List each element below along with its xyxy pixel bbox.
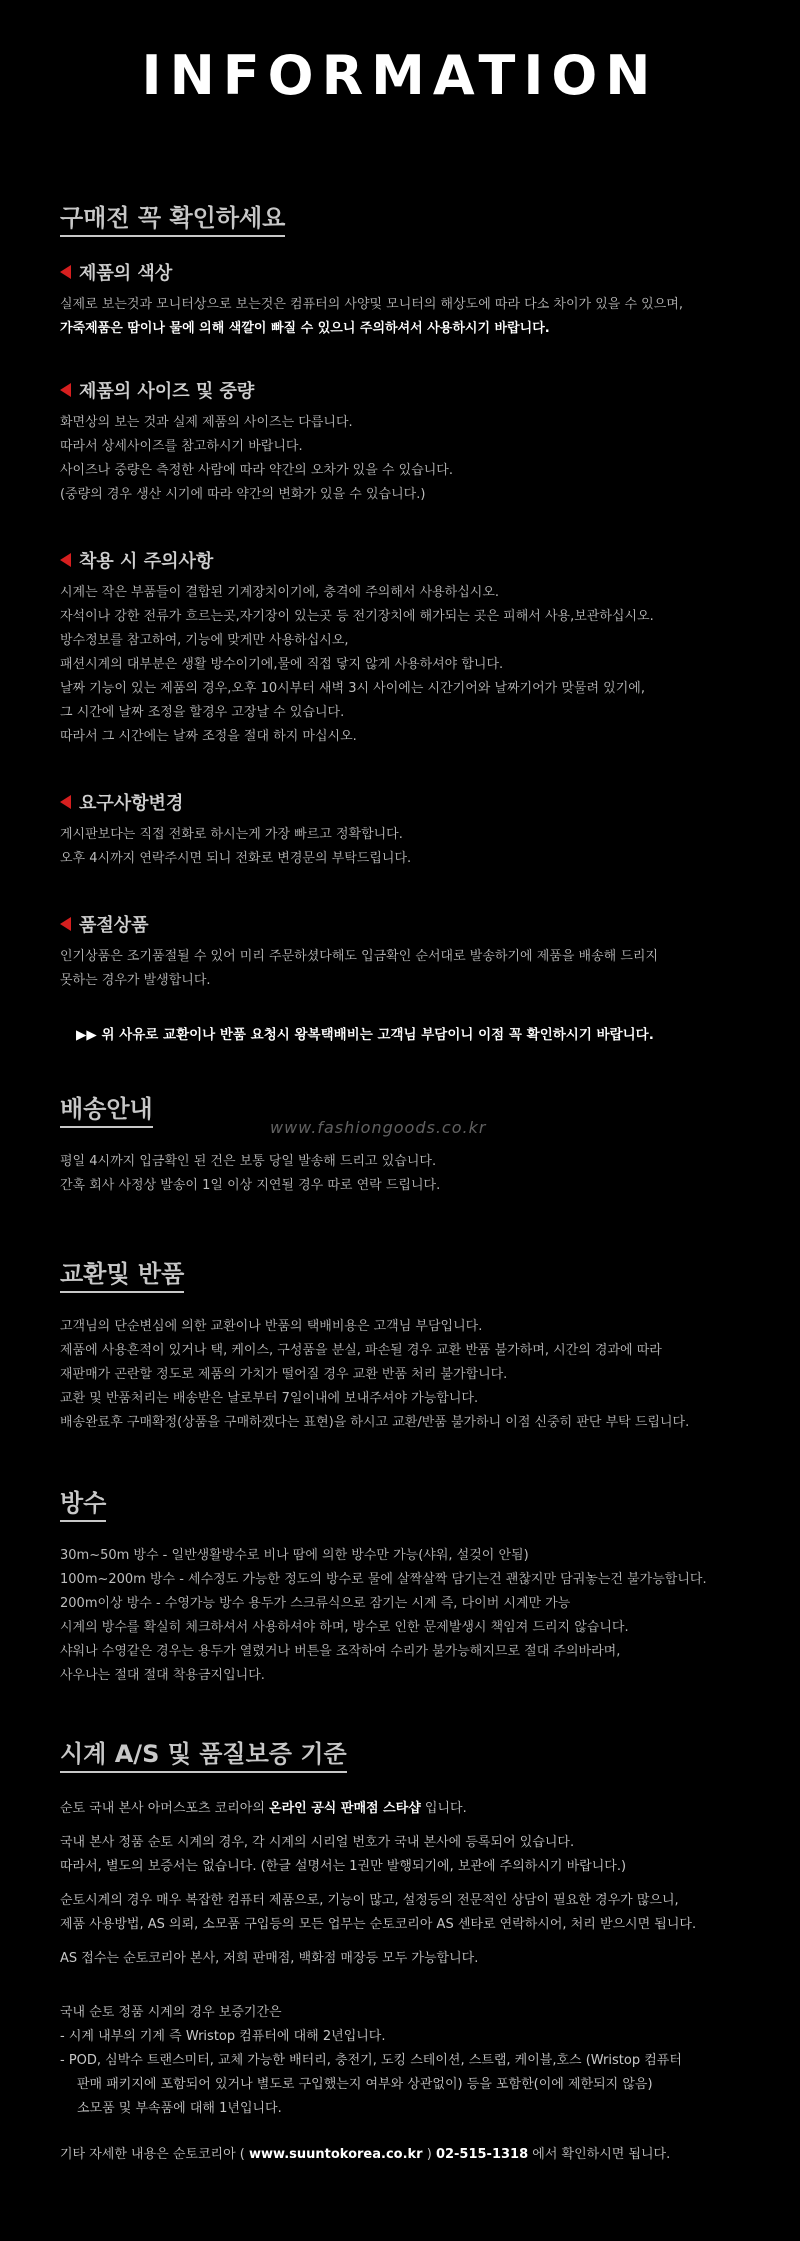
waterproof-line: 시계의 방수를 확실히 체크하셔서 사용하셔야 하며, 방수로 인한 문제발생시 책임져 드리지 않습니다. <box>60 1620 629 1635</box>
request-line: 게시판보다는 직접 전화로 하시는게 가장 빠르고 정확합니다. <box>60 827 403 842</box>
red-triangle-icon <box>60 383 71 397</box>
waterproof-line: 샤워나 수영같은 경우는 용두가 열렸거나 버튼을 조작하여 수리가 불가능해지므로 절대 주의바라며, <box>60 1644 621 1659</box>
request-line: 오후 4시까지 연락주시면 되니 전화로 변경문의 부탁드립니다. <box>60 851 412 866</box>
caution-line: 방수정보를 참고하여, 기능에 맞게만 사용하십시오, <box>60 633 349 648</box>
as-p3: AS 접수는 순토코리아 본사, 저희 판매점, 백화점 매장등 모두 가능합니다. <box>60 1951 479 1966</box>
block-title-request: 요구사항변경 <box>79 793 184 814</box>
caution-line: 그 시간에 날짜 조정을 할경우 고장날 수 있습니다. <box>60 705 345 720</box>
waterproof-line: 100m~200m 방수 - 세수정도 가능한 정도의 방수로 물에 살짝살짝 담기는건 괜찮지만 담궈놓는건 불가능합니다. <box>60 1572 707 1587</box>
block-soldout <box>60 911 740 993</box>
warranty-line: - 시계 내부의 기계 즉 Wristop 컴퓨터에 대해 2년입니다. <box>60 2029 386 2044</box>
block-size <box>60 377 740 507</box>
block-color <box>60 259 740 341</box>
block-request <box>60 789 740 871</box>
shipping-line: 간혹 회사 사정상 발송이 1일 이상 지연될 경우 따로 연락 드립니다. <box>60 1178 441 1193</box>
red-triangle-icon <box>60 917 71 931</box>
caution-line: 따라서 그 시간에는 날짜 조정을 절대 하지 마십시오. <box>60 729 357 744</box>
section-title-waterproof: 방수 <box>60 1483 106 1522</box>
color-line-highlight: 가죽제품은 땀이나 물에 의해 색깔이 빠질 수 있으니 주의하셔서 사용하시기 바랍니다. <box>60 321 550 336</box>
warranty-line: - POD, 심박수 트랜스미터, 교체 가능한 배터리, 충전기, 도킹 스테이션, 스트랩, 케이블,호스 (Wristop 컴퓨터 <box>60 2053 682 2068</box>
waterproof-line: 30m~50m 방수 - 일반생활방수로 비나 땀에 의한 방수만 가능(샤워, 설겆이 안됨) <box>60 1548 529 1563</box>
as-intro-accent: 온라인 공식 판매점 스타샵 <box>269 1801 421 1816</box>
exchange-line: 배송완료후 구매확정(상품을 구매하겠다는 표현)을 하시고 교환/반품 불가하니 이점 신중히 판단 부탁 드립니다. <box>60 1415 690 1430</box>
size-line: 화면상의 보는 것과 실제 제품의 사이즈는 다릅니다. <box>60 415 353 430</box>
warranty-cont-line: 소모품 및 부속품에 대해 1년입니다. <box>77 2101 282 2116</box>
as-p2-line: 제품 사용방법, AS 의뢰, 소모품 구입등의 모든 업무는 순토코리아 AS 센타로 연락하시어, 처리 받으시면 됩니다. <box>60 1917 697 1932</box>
size-line: (중량의 경우 생산 시기에 따라 약간의 변화가 있을 수 있습니다.) <box>60 487 426 502</box>
soldout-line: 못하는 경우가 발생합니다. <box>60 973 211 988</box>
red-triangle-icon <box>60 795 71 809</box>
contact-phone: 02-515-1318 <box>435 2147 529 2162</box>
as-p2-line: 순토시계의 경우 매우 복잡한 컴퓨터 제품으로, 기능이 많고, 설정등의 전문적인 상담이 필요한 경우가 많으니, <box>60 1893 679 1908</box>
section-title-as: 시계 A/S 및 품질보증 기준 <box>60 1734 347 1773</box>
red-triangle-icon <box>60 265 71 279</box>
size-line: 사이즈나 중량은 측정한 사람에 따라 약간의 오차가 있을 수 있습니다. <box>60 463 453 478</box>
shipping-line: 평일 4시까지 입금확인 된 건은 보통 당일 발송해 드리고 있습니다. <box>60 1154 437 1169</box>
exchange-line: 고객님의 단순변심에 의한 교환이나 반품의 택배비용은 고객님 부담입니다. <box>60 1319 483 1334</box>
exchange-line: 교환 및 반품처리는 배송받은 날로부터 7일이내에 보내주셔야 가능합니다. <box>60 1391 479 1406</box>
block-title-caution: 착용 시 주의사항 <box>79 551 214 572</box>
as-intro: 순토 국내 본사 아머스포츠 코리아의 온라인 공식 판매점 스타샵 입니다. <box>60 1801 467 1816</box>
exchange-line: 제품에 사용흔적이 있거나 택, 케이스, 구성품을 분실, 파손될 경우 교환 반품 불가하며, 시간의 경과에 따라 <box>60 1343 662 1358</box>
section-title-exchange: 교환및 반품 <box>60 1254 184 1293</box>
section-title-check: 구매전 꼭 확인하세요 <box>60 198 285 237</box>
warranty-title: 국내 순토 정품 시계의 경우 보증기간은 <box>60 2005 282 2020</box>
page-title: INFORMATION <box>141 44 659 107</box>
waterproof-line: 사우나는 절대 절대 착용금지입니다. <box>60 1668 265 1683</box>
color-line: 실제로 보는것과 모니터상으로 보는것은 컴퓨터의 사양및 모니터의 해상도에 따라 다소 차이가 있을 수 있으며, <box>60 297 683 312</box>
contact-url-link[interactable]: www.suuntokorea.co.kr <box>249 2147 423 2162</box>
section-title-shipping: 배송안내 <box>60 1089 153 1128</box>
block-title-size: 제품의 사이즈 및 중량 <box>79 381 255 402</box>
return-notice: ▶▶ 위 사유로 교환이나 반품 요청시 왕복택배비는 고객님 부담이니 이점 꼭 확인하시기 바랍니다. <box>76 1027 654 1043</box>
block-title-color: 제품의 색상 <box>79 263 173 284</box>
caution-line: 시계는 작은 부품들이 결합된 기계장치이기에, 충격에 주의해서 사용하십시오. <box>60 585 500 600</box>
block-title-soldout: 품절상품 <box>79 915 149 936</box>
soldout-line: 인기상품은 조기품절될 수 있어 미리 주문하셨다해도 입금확인 순서대로 발송하기에 제품을 배송해 드리지 <box>60 949 659 964</box>
as-p1-line: 따라서, 별도의 보증서는 없습니다. (한글 설명서는 1권만 발행되기에, 보관에 주의하시기 바랍니다.) <box>60 1859 627 1874</box>
contact-line: 기타 자세한 내용은 순토코리아 ( www.suuntokorea.co.kr ) 02-515-1318 에서 확인하시면 됩니다. <box>60 2147 671 2162</box>
red-triangle-icon <box>60 553 71 567</box>
caution-line: 패션시계의 대부분은 생활 방수이기에,물에 직접 닿지 않게 사용하셔야 합니다. <box>60 657 504 672</box>
size-line: 따라서 상세사이즈를 참고하시기 바랍니다. <box>60 439 303 454</box>
warranty-cont-line: 판매 패키지에 포함되어 있거나 별도로 구입했는지 여부와 상관없이) 등을 포함한(이에 제한되지 않음) <box>77 2077 653 2092</box>
block-caution <box>60 547 740 749</box>
caution-line: 자석이나 강한 전류가 흐르는곳,자기장이 있는곳 등 전기장치에 해가되는 곳은 피해서 사용,보관하십시오. <box>60 609 654 624</box>
as-p1-line: 국내 본사 정품 순토 시계의 경우, 각 시계의 시리얼 번호가 국내 본사에 등록되어 있습니다. <box>60 1835 575 1850</box>
caution-line: 날짜 기능이 있는 제품의 경우,오후 10시부터 새벽 3시 사이에는 시간기어와 날짜기어가 맞물려 있기에, <box>60 681 645 696</box>
watermark: www.fashiongoods.co.kr <box>270 1118 487 1137</box>
exchange-line: 재판매가 곤란할 정도로 제품의 가치가 떨어질 경우 교환 반품 처리 불가합니다. <box>60 1367 508 1382</box>
waterproof-line: 200m이상 방수 - 수영가능 방수 용두가 스크류식으로 잠기는 시계 즉, 다이버 시계만 가능 <box>60 1596 571 1611</box>
